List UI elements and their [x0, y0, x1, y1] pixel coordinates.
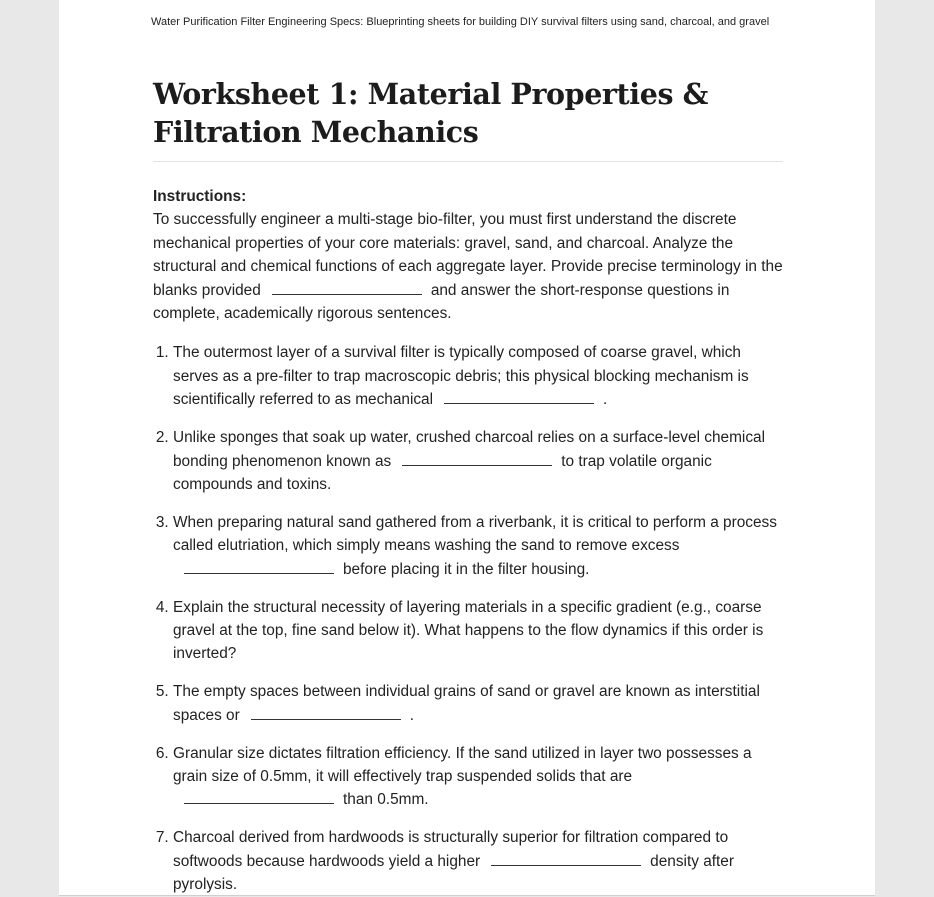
- question-item-4: [173, 596, 783, 666]
- document-page: [59, 0, 875, 896]
- question-text-after: than 0.5mm.: [343, 791, 429, 809]
- question-text-after: density after pyrolysis.: [173, 852, 734, 894]
- document-header: Water Purification Filter Engineering Specs: Blueprinting sheets for building DIY survival filters using sand, charcoal, and gravel: [151, 16, 770, 28]
- question-item-2: [173, 426, 783, 496]
- question-list: [153, 341, 783, 896]
- question-text: Granular size dictates filtration efficiency. If the sand utilized in layer two possesses a grain size of 0.5mm, it will effectively trap suspended solids that are: [173, 744, 752, 786]
- answer-blank-3[interactable]: [184, 559, 334, 574]
- instructions-text-before: To successfully engineer a multi-stage bio-filter, you must first understand the discrete mechanical properties of your core materials: gravel, sand, and charcoal. Analyze the structural and chemical functions of each aggregate layer. Provide precise terminology in the blanks provided: [153, 211, 783, 299]
- question-text: The empty spaces between individual grains of sand or gravel are known as interstitial spaces or: [173, 683, 760, 724]
- question-text: Charcoal derived from hardwoods is structurally superior for filtration compared to softwoods because hardwoods yield a higher: [173, 829, 729, 870]
- instructions-label: Instructions:: [153, 188, 247, 205]
- instructions-text-after: and answer the short-response questions in complete, academically rigorous sentences.: [153, 281, 730, 323]
- answer-blank-6[interactable]: [184, 789, 334, 804]
- question-item-7: [173, 826, 783, 896]
- question-text-after: before placing it in the filter housing.: [343, 560, 590, 578]
- question-text: Unlike sponges that soak up water, crushed charcoal relies on a surface-level chemical bonding phenomenon known as: [173, 429, 765, 470]
- worksheet-title: Worksheet 1: Material Properties & Filtration Mechanics: [153, 75, 783, 162]
- question-text-after: .: [409, 706, 415, 724]
- answer-blank-2[interactable]: [402, 451, 552, 466]
- question-item-3: [173, 511, 783, 581]
- question-text: Explain the structural necessity of layering materials in a specific gradient (e.g., coarse gravel at the top, fine sand below it). What happens to the flow dynamics if this order is inverted?: [173, 598, 764, 663]
- question-text-after: to trap volatile organic compounds and toxins.: [173, 452, 712, 493]
- answer-blank-7[interactable]: [491, 851, 641, 866]
- document-content: [153, 75, 783, 896]
- fill-in-blank[interactable]: [272, 280, 422, 295]
- answer-blank-5[interactable]: [251, 705, 401, 720]
- question-text-after: .: [603, 391, 608, 409]
- answer-blank-1[interactable]: [444, 389, 594, 404]
- question-item-5: [173, 680, 783, 727]
- question-text: When preparing natural sand gathered from a riverbank, it is critical to perform a process called elutriation, which simply means washing the sand to remove excess: [173, 513, 777, 555]
- question-text: The outermost layer of a survival filter is typically composed of coarse gravel, which serves as a pre-filter to trap macroscopic debris; this physical blocking mechanism is scientifically referred to as mechanical: [173, 344, 749, 409]
- question-item-1: [173, 341, 783, 411]
- instructions-block: [153, 185, 783, 325]
- question-item-6: [173, 742, 783, 812]
